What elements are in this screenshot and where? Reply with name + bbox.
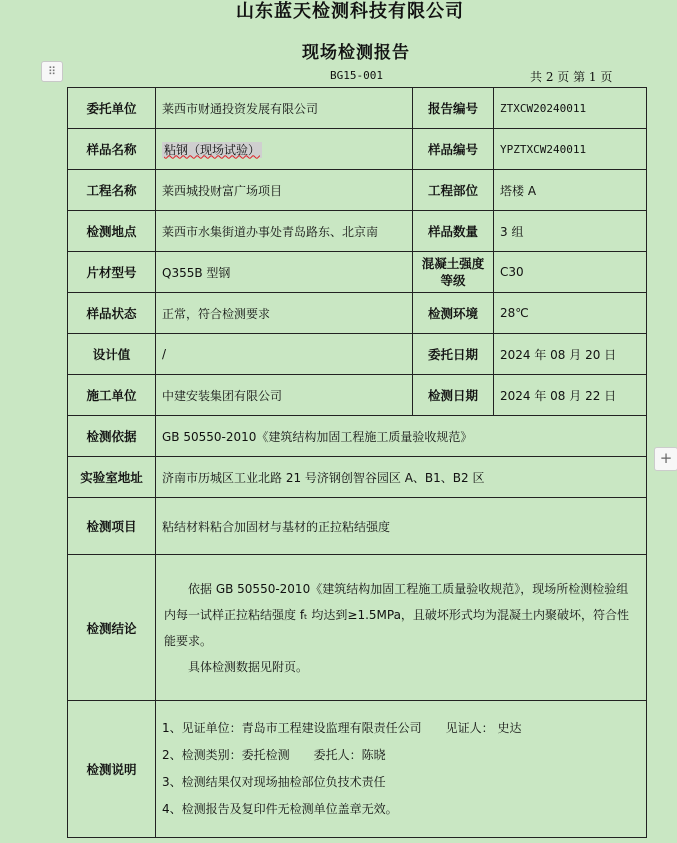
form-code: BG15-001 xyxy=(330,69,383,82)
notes-label: 检测说明 xyxy=(68,701,156,838)
sample-qty-label: 样品数量 xyxy=(413,211,494,252)
company-name: 山东蓝天检测科技有限公司 xyxy=(236,1,464,22)
sample-state-label: 样品状态 xyxy=(68,293,156,334)
basis-value[interactable]: GB 50550-2010《建筑结构加固工程施工质量验收规范》 xyxy=(156,416,647,457)
environment-label: 检测环境 xyxy=(413,293,494,334)
note-item-1[interactable]: 1、见证单位：青岛市工程建设监理有限责任公司 见证人： 史达 xyxy=(162,721,522,735)
report-table xyxy=(67,87,647,838)
site-value[interactable]: 莱西市水集街道办事处青岛路东、北京南 xyxy=(156,211,413,252)
note-item-4[interactable]: 4、检测报告及复印件无检测单位盖章无效。 xyxy=(162,802,398,816)
report-title: 现场检测报告 xyxy=(302,43,410,63)
sample-name-value[interactable]: 粘钢（现场试验） xyxy=(164,142,261,157)
report-no-value[interactable]: ZTXCW20240011 xyxy=(494,88,647,129)
steel-type-value[interactable]: Q355B 型钢 xyxy=(156,252,413,293)
notes-cell[interactable] xyxy=(156,701,647,838)
sample-no-label: 样品编号 xyxy=(413,129,494,170)
project-part-label: 工程部位 xyxy=(413,170,494,211)
conclusion-paragraph[interactable]: 依据 GB 50550-2010《建筑结构加固工程施工质量验收规范》，现场所检测检验组内每一试样正拉粘结强度 fₜ 均达到≥1.5MPa，且破坏形式均为混凝土内聚破坏，符合性能要求。 xyxy=(164,581,629,648)
client-value[interactable]: 莱西市财通投资发展有限公司 xyxy=(156,88,413,129)
conclusion-cell[interactable] xyxy=(156,555,647,701)
steel-type-label: 片材型号 xyxy=(68,252,156,293)
test-item-value[interactable]: 粘结材料粘合加固材与基材的正拉粘结强度 xyxy=(156,498,647,555)
sample-name-label: 样品名称 xyxy=(68,129,156,170)
concrete-grade-label: 混凝土强度等级 xyxy=(413,252,494,293)
lab-address-label: 实验室地址 xyxy=(68,457,156,498)
site-label: 检测地点 xyxy=(68,211,156,252)
sample-no-value[interactable]: YPZTXCW240011 xyxy=(494,129,647,170)
sample-state-value[interactable]: 正常，符合检测要求 xyxy=(156,293,413,334)
entrust-date-value[interactable]: 2024 年 08 月 20 日 xyxy=(494,334,647,375)
project-part-value[interactable]: 塔楼 A xyxy=(494,170,647,211)
concrete-grade-value[interactable]: C30 xyxy=(494,252,647,293)
project-name-label: 工程名称 xyxy=(68,170,156,211)
page-info: 共 2 页 第 1 页 xyxy=(530,70,613,84)
test-date-label: 检测日期 xyxy=(413,375,494,416)
report-no-label: 报告编号 xyxy=(413,88,494,129)
test-item-label: 检测项目 xyxy=(68,498,156,555)
design-value-value[interactable]: / xyxy=(156,334,413,375)
test-date-value[interactable]: 2024 年 08 月 22 日 xyxy=(494,375,647,416)
client-label: 委托单位 xyxy=(68,88,156,129)
design-value-label: 设计值 xyxy=(68,334,156,375)
entrust-date-label: 委托日期 xyxy=(413,334,494,375)
basis-label: 检测依据 xyxy=(68,416,156,457)
drag-handle-icon[interactable]: ⠿ xyxy=(41,61,63,82)
lab-address-value[interactable]: 济南市历城区工业北路 21 号济钢创智谷园区 A、B1、B2 区 xyxy=(156,457,647,498)
note-item-2[interactable]: 2、检测类别：委托检测 委托人：陈晓 xyxy=(162,748,386,762)
conclusion-label: 检测结论 xyxy=(68,555,156,701)
plus-icon[interactable]: + xyxy=(654,447,677,471)
construction-label: 施工单位 xyxy=(68,375,156,416)
note-item-3[interactable]: 3、检测结果仅对现场抽检部位负技术责任 xyxy=(162,775,386,789)
conclusion-note[interactable]: 具体检测数据见附页。 xyxy=(188,659,309,674)
construction-value[interactable]: 中建安装集团有限公司 xyxy=(156,375,413,416)
environment-value[interactable]: 28℃ xyxy=(494,293,647,334)
sample-name-cell[interactable] xyxy=(156,129,413,170)
project-name-value[interactable]: 莱西城投财富广场项目 xyxy=(156,170,413,211)
sample-qty-value[interactable]: 3 组 xyxy=(494,211,647,252)
